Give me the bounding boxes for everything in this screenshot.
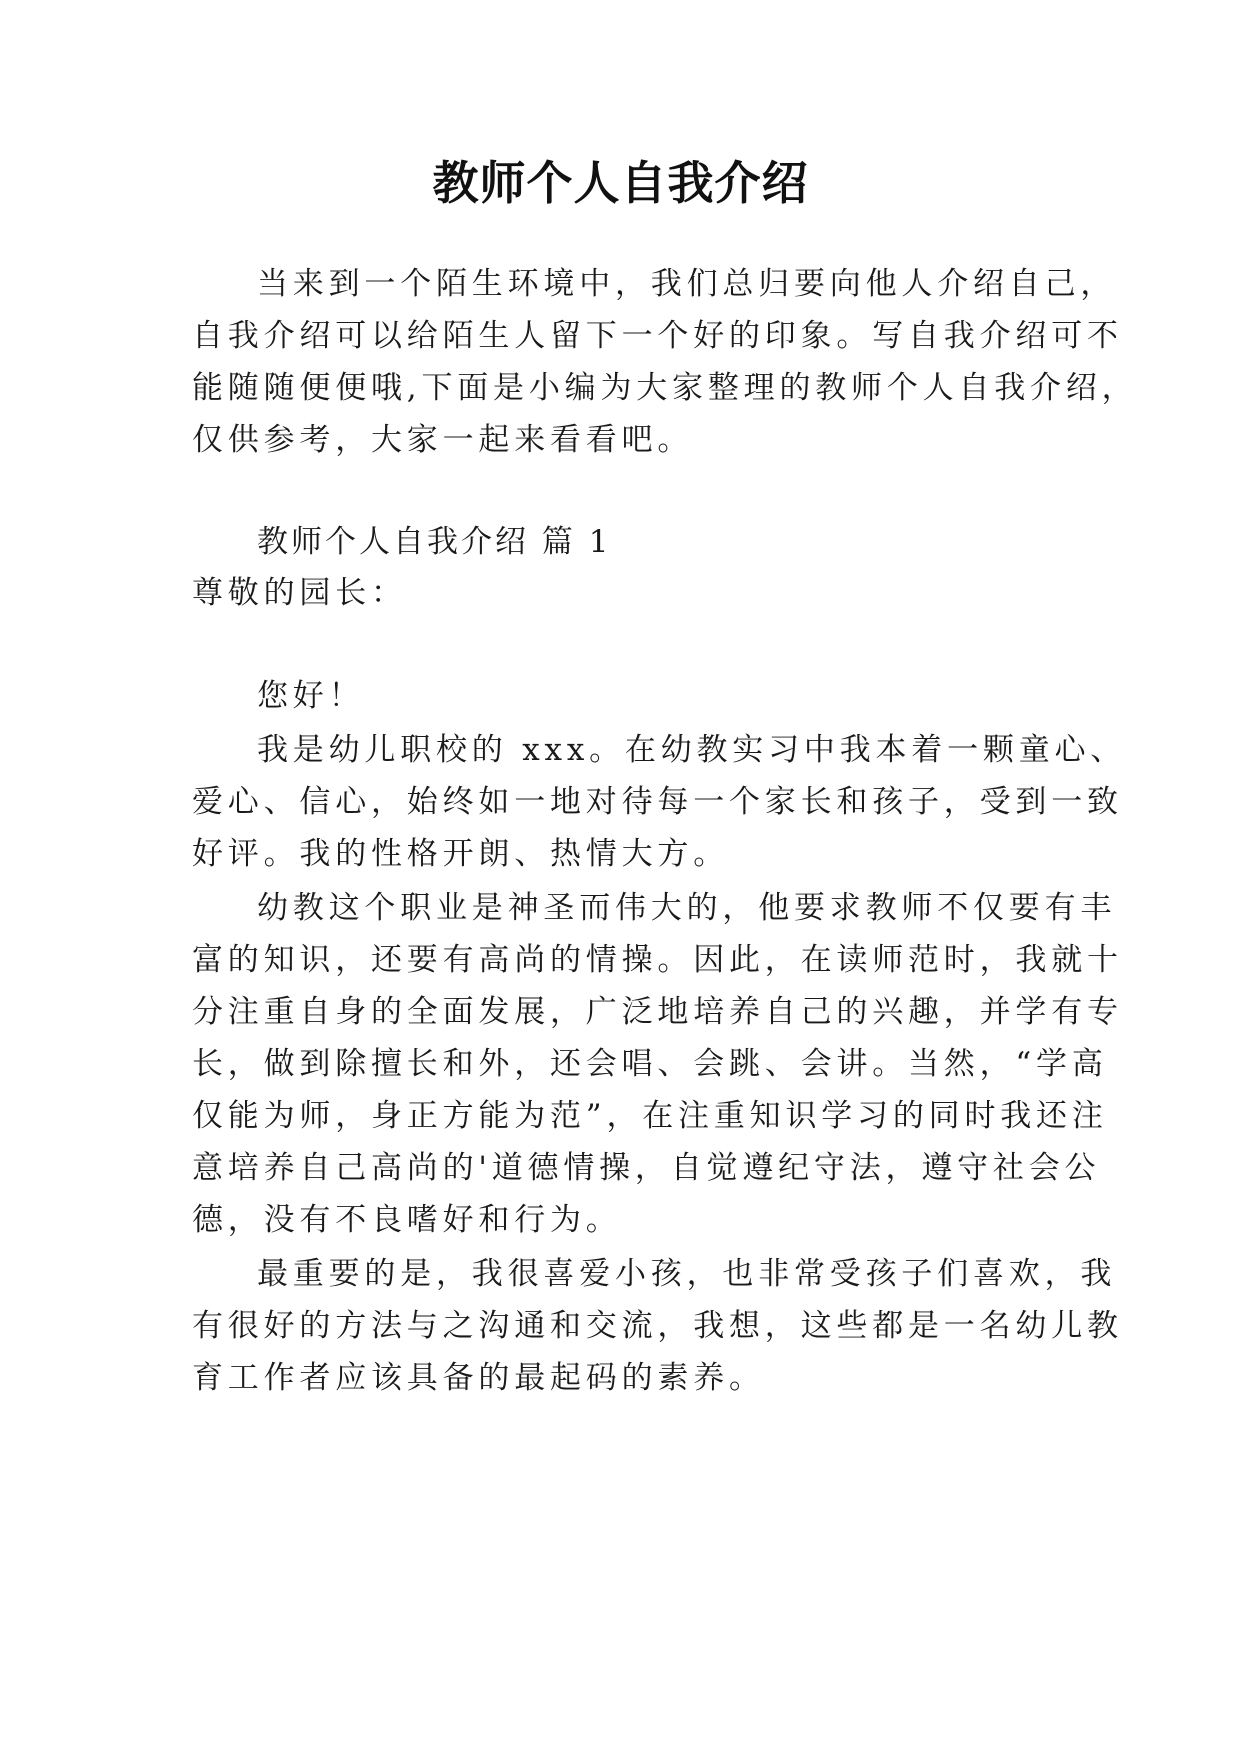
body-line: 育工作者应该具备的最起码的素养。 [192,1360,765,1396]
body-line: 有很好的方法与之沟通和交流，我想，这些都是一名幼儿教 [192,1308,1123,1344]
intro-line: 能随随便便哦,下面是小编为大家整理的教师个人自我介绍， [192,370,1138,406]
intro-line: 仅供参考，大家一起来看看吧。 [192,422,694,458]
body-line: 我是幼儿职校的 xxx。在幼教实习中我本着一颗童心、 [257,732,1127,768]
body-line: 最重要的是，我很喜爱小孩，也非常受孩子们喜欢，我 [257,1256,1117,1292]
body-line: 分注重自身的全面发展，广泛地培养自己的兴趣，并学有专 [192,994,1123,1030]
intro-line: 当来到一个陌生环境中，我们总归要向他人介绍自己， [257,266,1117,302]
document-title: 教师个人自我介绍 [432,156,809,210]
intro-line: 自我介绍可以给陌生人留下一个好的印象。写自我介绍可不 [192,318,1123,354]
body-line: 德，没有不良嗜好和行为。 [192,1202,622,1238]
salutation: 尊敬的园长： [192,575,407,611]
section-heading: 教师个人自我介绍 篇 1 [257,524,612,560]
body-line: 长，做到除擅长和外，还会唱、会跳、会讲。当然，“学高 [192,1046,1108,1082]
body-line: 意培养自己高尚的'道德情操，自觉遵纪守法，遵守社会公 [192,1150,1101,1186]
body-line: 富的知识，还要有高尚的情操。因此，在读师范时，我就十 [192,942,1123,978]
body-line: 仅能为师，身正方能为范”，在注重知识学习的同时我还注 [192,1098,1108,1134]
body-line: 爱心、信心，始终如一地对待每一个家长和孩子，受到一致 [192,784,1123,820]
greeting: 您好！ [257,678,365,714]
body-line: 幼教这个职业是神圣而伟大的，他要求教师不仅要有丰 [257,890,1117,926]
body-line: 好评。我的性格开朗、热情大方。 [192,836,729,872]
